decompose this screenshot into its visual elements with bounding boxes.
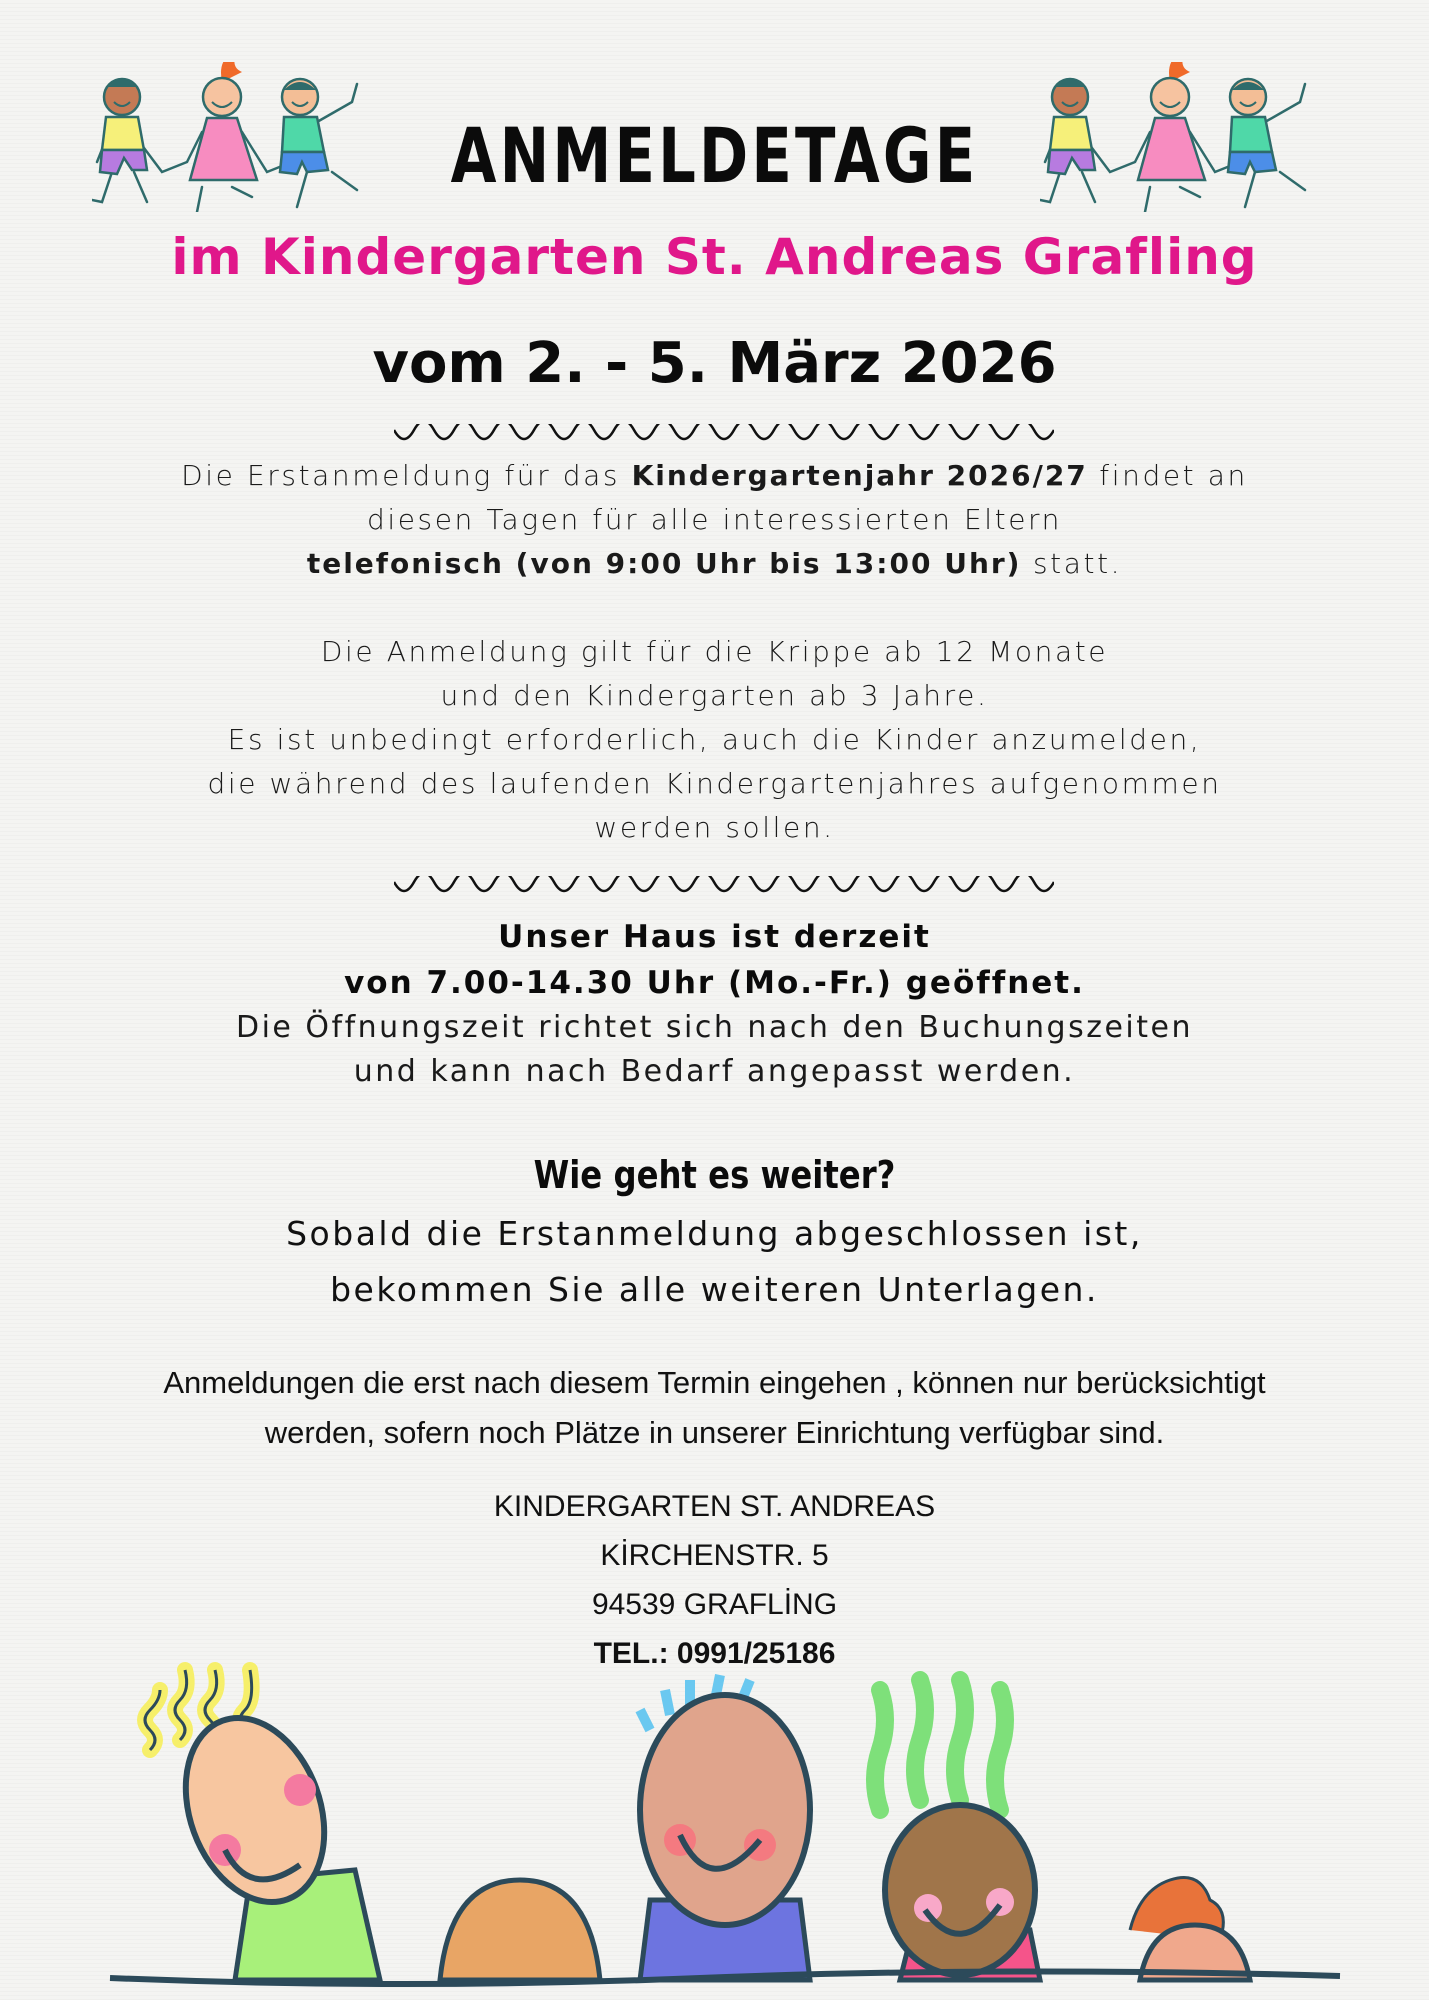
intro-paragraph bbox=[0, 454, 1429, 586]
next-steps-heading: Wie geht es weiter? bbox=[533, 1153, 896, 1197]
kindergarten-subtitle: im Kindergarten St. Andreas Grafling bbox=[171, 228, 1258, 286]
page-title: ANMELDETAGE bbox=[450, 111, 979, 200]
late-registration-notice: Anmeldungen die erst nach diesem Termin eingehen , können nur berücksichtigt werden, sofern noch Plätze in unserer Einrichtung verfügbar sind. bbox=[163, 1365, 1266, 1450]
intro-line-2: diesen Tagen für alle interessierten Eltern bbox=[366, 503, 1063, 536]
wave-divider bbox=[394, 876, 1054, 900]
next-steps-body: Sobald die Erstanmeldung abgeschlossen ist, bekommen Sie alle weiteren Unterlagen. bbox=[286, 1214, 1143, 1309]
opening-hours-section bbox=[0, 914, 1429, 1094]
eligibility-paragraph: Die Anmeldung gilt für die Krippe ab 12 Monate und den Kindergarten ab 3 Jahre. Es ist unbedingt erforderlich, auch die Kinder anzumelden, die während des laufenden Kindergartenjahres aufgenommen werden sollen. bbox=[207, 635, 1222, 844]
opening-hours-note-1: Die Öffnungszeit richtet sich nach den Buchungszeiten bbox=[236, 1010, 1193, 1045]
children-peeking-illustration bbox=[0, 1640, 1429, 2000]
contact-street: KİRCHENSTR. 5 bbox=[600, 1539, 829, 1572]
contact-city: 94539 GRAFLİNG bbox=[591, 1588, 838, 1621]
registration-dates: vom 2. - 5. März 2026 bbox=[372, 331, 1057, 396]
opening-hours-note-2: und kann nach Bedarf angepasst werden. bbox=[353, 1054, 1076, 1089]
wave-divider bbox=[394, 424, 1054, 448]
intro-line-3: telefonisch (von 9:00 Uhr bis 13:00 Uhr) statt. bbox=[306, 547, 1123, 580]
opening-hours-heading-1: Unser Haus ist derzeit bbox=[498, 919, 931, 955]
contact-phone: TEL.: 0991/25186 bbox=[593, 1637, 836, 1670]
intro-line-1: Die Erstanmeldung für das Kindergartenjahr 2026/27 findet an bbox=[181, 459, 1248, 492]
opening-hours-heading-2: von 7.00-14.30 Uhr (Mo.-Fr.) geöffnet. bbox=[344, 965, 1085, 1001]
contact-name: KINDERGARTEN ST. ANDREAS bbox=[493, 1490, 936, 1523]
